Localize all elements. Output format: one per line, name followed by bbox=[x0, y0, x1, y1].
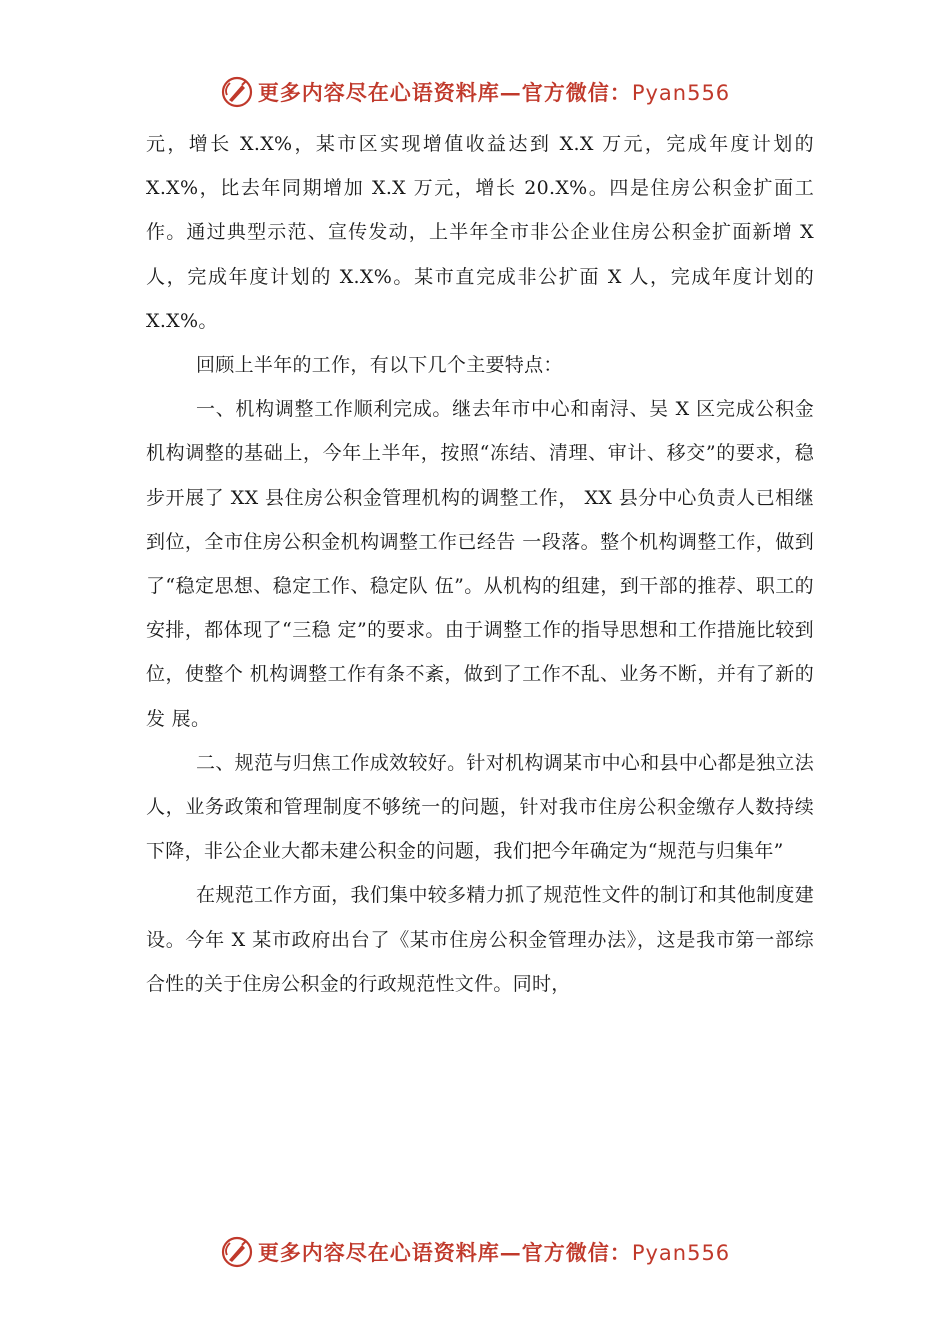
pen-circle-logo-icon bbox=[220, 75, 254, 109]
paragraph-1: 元，增长 X.X%，某市区实现增值收益达到 X.X 万元，完成年度计划的 X.X%，比去年同期增加 X.X 万元，增长 20.X%。四是住房公积金扩面工作。通过典型示范、宣传发动，上半年全市非公企业住房公积金扩面新增 X 人，完成年度计划的 X.X%。某市直完成非公扩面 X 人，完成年度计划的 X.X%。 bbox=[146, 133, 814, 332]
paragraph-5: 在规范工作方面，我们集中较多精力抓了规范性文件的制订和其他制度建设。今年 X 某市政府出台了《某市住房公积金管理办法》，这是我市第一部综合性的关于住房公积金的行政规范性文件。同时， bbox=[146, 884, 814, 995]
paragraph-3: 一、机构调整工作顺利完成。继去年市中心和南浔、吴 X 区完成公积金机构调整的基础上，今年上半年，按照“冻结、清理、审计、移交”的要求，稳步开展了 XX 县住房公积金管理机构的调整工作， XX 县分中心负责人已相继到位，全市住房公积金机构调整工作已经告 一段落。整个机构调整工作，做到了“稳定思想、稳定工作、稳定队 伍”。从机构的组建，到干部的推荐、职工的安排，都体现了“三稳 定”的要求。由于调整工作的指导思想和工作措施比较到位，使整个 机构调整工作有条不紊，做到了工作不乱、业务不断，并有了新的发 展。 bbox=[146, 398, 814, 730]
paragraph-2: 回顾上半年的工作，有以下几个主要特点： bbox=[196, 354, 563, 377]
header-banner bbox=[0, 72, 950, 112]
header-wechat-id: Pyan556 bbox=[631, 81, 731, 105]
footer-banner bbox=[0, 1232, 950, 1272]
document-body bbox=[146, 122, 814, 1006]
header-text: 更多内容尽在心语资料库—官方微信： bbox=[257, 80, 632, 105]
pen-circle-logo-icon bbox=[220, 1235, 254, 1269]
paragraph-4: 二、规范与归焦工作成效较好。针对机构调某市中心和县中心都是独立法人，业务政策和管理制度不够统一的问题，针对我市住房公积金缴存人数持续下降，非公企业大都未建公积金的问题，我们把今年确定为“规范与归集年” bbox=[146, 751, 814, 863]
footer-wechat-id: Pyan556 bbox=[631, 1241, 731, 1265]
footer-text: 更多内容尽在心语资料库—官方微信： bbox=[257, 1240, 632, 1265]
